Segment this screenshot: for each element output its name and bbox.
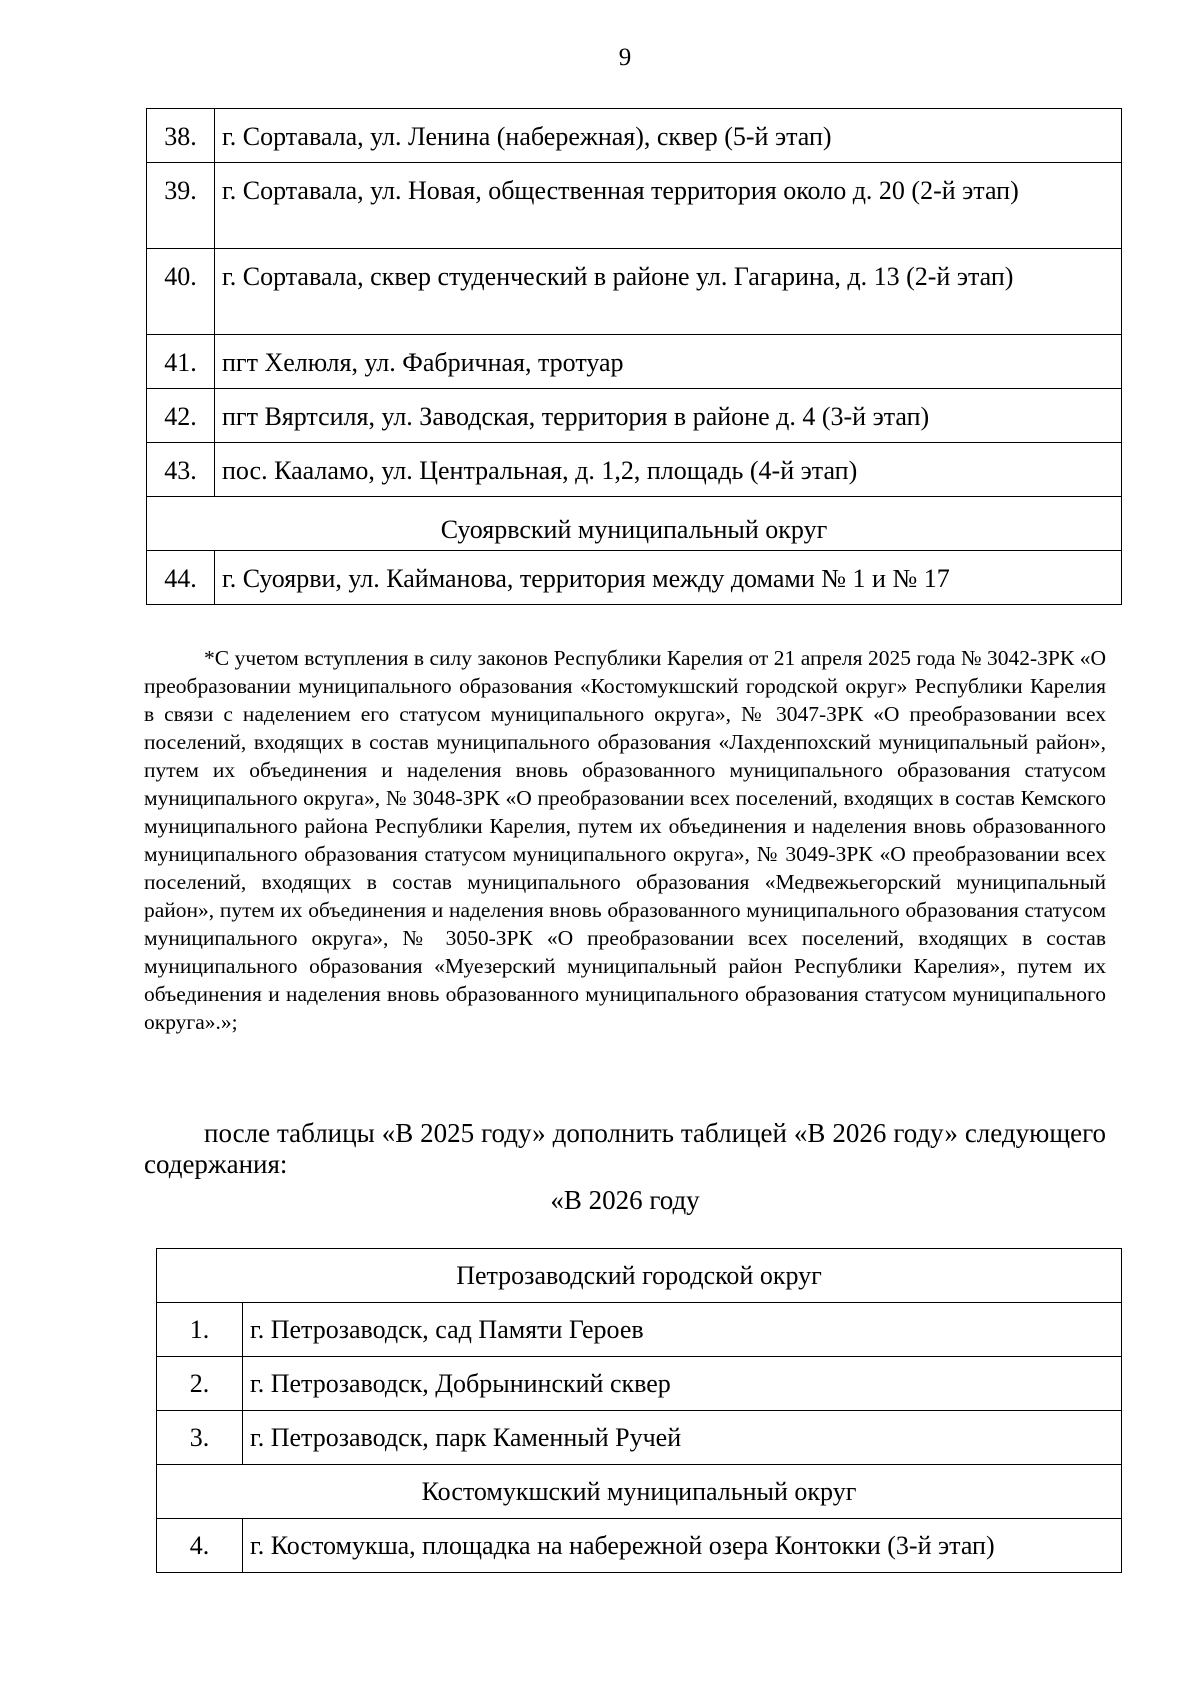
section-header-row [157, 1465, 1122, 1519]
row-number: 42. [147, 389, 215, 443]
row-text: г. Петрозаводск, сад Памяти Героев [243, 1303, 1122, 1357]
projects-table-2026 [156, 1248, 1122, 1573]
row-text: г. Петрозаводск, парк Каменный Ручей [243, 1411, 1122, 1465]
section-header-row [147, 497, 1122, 551]
row-text: пос. Кааламо, ул. Центральная, д. 1,2, площадь (4-й этап) [215, 443, 1122, 497]
section-header: Суоярвский муниципальный округ [147, 497, 1122, 551]
amendment-paragraph: после таблицы «В 2025 году» дополнить таблицей «В 2026 году» следующего содержания: [144, 1118, 1106, 1179]
section-header-row [157, 1249, 1122, 1303]
row-number: 44. [147, 551, 215, 605]
table-row [147, 109, 1122, 163]
table-row [147, 443, 1122, 497]
table-row [147, 389, 1122, 443]
row-number: 38. [147, 109, 215, 163]
table-row [147, 163, 1122, 249]
row-text: пгт Вяртсиля, ул. Заводская, территория в районе д. 4 (3-й этап) [215, 389, 1122, 443]
row-text: г. Суоярви, ул. Кайманова, территория между домами № 1 и № 17 [215, 551, 1122, 605]
row-number: 1. [157, 1303, 243, 1357]
row-number: 2. [157, 1357, 243, 1411]
row-number: 4. [157, 1519, 243, 1573]
footnote: *С учетом вступления в силу законов Республики Карелия от 21 апреля 2025 года № 3042-ЗРК «О преобразовании муниципального образования «Костомукшский городской округ» Республики Карелия в связи с наделением его статусом муниципального округа», № 3047-ЗРК «О преобразовании всех поселений, входящих в состав муниципального образования «Лахденпохский муниципальный район», путем их объединения и наделения вновь образованного муниципального образования статусом муниципального округа», № 3048-ЗРК «О преобразовании всех поселений, входящих в состав Кемского муниципального района Республики Карелия, путем их объединения и наделения вновь образованного муниципального образования статусом муниципального округа», № 3049-ЗРК «О преобразовании всех поселений, входящих в состав муниципального образования «Медвежьегорский муниципальный район», путем их объединения и наделения вновь образованного муниципального образования статусом муниципального округа», № 3050-ЗРК «О преобразовании всех поселений, входящих в состав муниципального образования «Муезерский муниципальный район Республики Карелия», путем их объединения и наделения вновь образованного муниципального образования статусом муниципального округа».»; [144, 646, 1106, 1034]
row-number: 43. [147, 443, 215, 497]
row-text: г. Сортавала, ул. Ленина (набережная), сквер (5-й этап) [215, 109, 1122, 163]
table-row [157, 1303, 1122, 1357]
projects-table-continued [146, 108, 1122, 605]
row-number: 39. [147, 163, 215, 249]
table-row [147, 335, 1122, 389]
table-row [157, 1411, 1122, 1465]
row-number: 41. [147, 335, 215, 389]
row-text: г. Костомукша, площадка на набережной озера Контокки (3-й этап) [243, 1519, 1122, 1573]
table-row [157, 1519, 1122, 1573]
row-text: г. Сортавала, сквер студенческий в районе ул. Гагарина, д. 13 (2-й этап) [215, 249, 1122, 335]
page-number: 9 [618, 44, 632, 71]
row-text: г. Сортавала, ул. Новая, общественная территория около д. 20 (2-й этап) [215, 163, 1122, 249]
table-caption: «В 2026 году [550, 1185, 700, 1215]
row-number: 3. [157, 1411, 243, 1465]
table-row [147, 249, 1122, 335]
row-number: 40. [147, 249, 215, 335]
table-row [157, 1357, 1122, 1411]
table-row [147, 551, 1122, 605]
section-header: Костомукшский муниципальный округ [157, 1465, 1122, 1519]
section-header: Петрозаводский городской округ [157, 1249, 1122, 1303]
row-text: пгт Хелюля, ул. Фабричная, тротуар [215, 335, 1122, 389]
row-text: г. Петрозаводск, Добрынинский сквер [243, 1357, 1122, 1411]
